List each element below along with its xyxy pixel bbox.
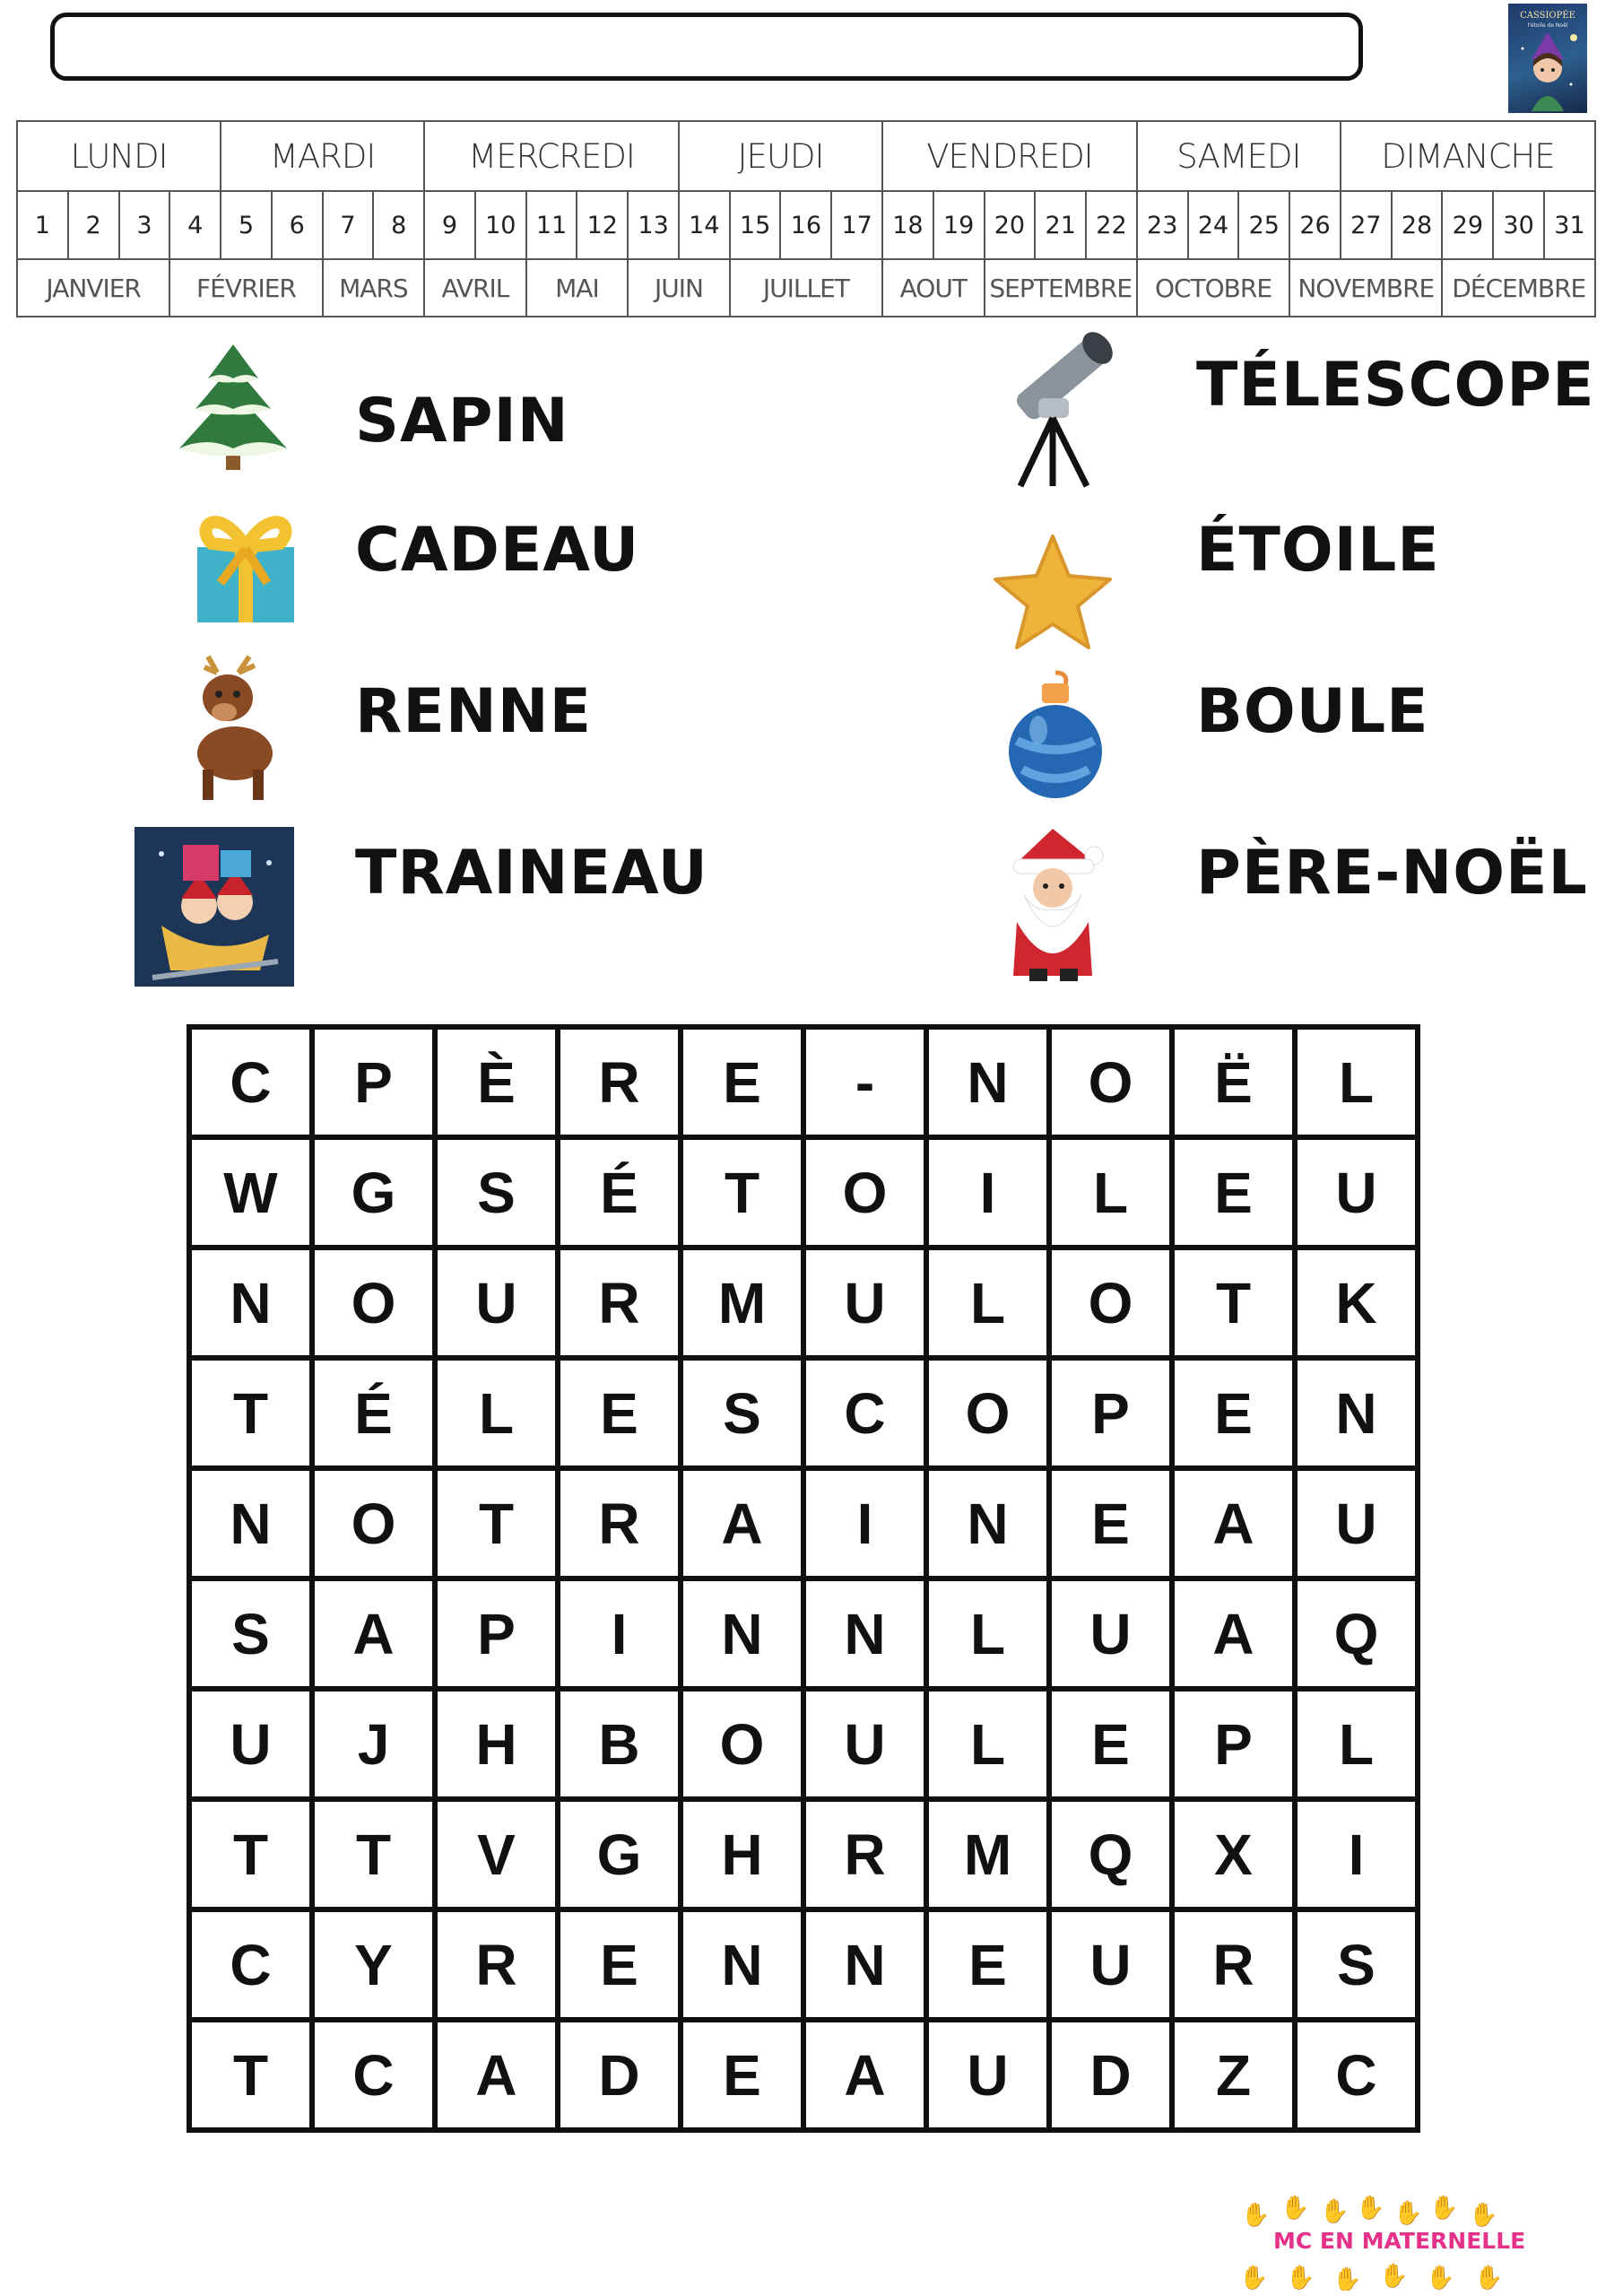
logo-text: MC EN MATERNELLE <box>1273 2228 1526 2254</box>
grid-cell[interactable]: L <box>926 1248 1049 1358</box>
grid-cell[interactable]: E <box>681 1027 803 1137</box>
grid-cell[interactable]: G <box>312 1137 435 1248</box>
grid-cell[interactable]: E <box>558 1909 681 2020</box>
mc-en-maternelle-logo <box>1221 2196 1526 2291</box>
grid-cell[interactable]: R <box>1172 1909 1295 2020</box>
grid-cell[interactable]: O <box>1049 1027 1172 1137</box>
svg-text:✋: ✋ <box>1379 2263 1409 2290</box>
grid-cell[interactable]: N <box>189 1468 312 1578</box>
grid-cell[interactable]: H <box>681 1799 803 1909</box>
calendar-date-cell: 14 <box>679 191 730 259</box>
calendar-date-cell: 29 <box>1442 191 1493 259</box>
grid-row <box>189 1137 1418 1248</box>
calendar-date-cell: 19 <box>933 191 985 259</box>
grid-cell[interactable]: R <box>558 1248 681 1358</box>
grid-cell[interactable]: Ë <box>1172 1027 1295 1137</box>
grid-cell[interactable]: P <box>1172 1689 1295 1799</box>
calendar-date-cell: 17 <box>831 191 882 259</box>
grid-cell[interactable]: È <box>435 1027 558 1137</box>
grid-cell[interactable]: P <box>312 1027 435 1137</box>
grid-cell[interactable]: C <box>1295 2020 1418 2130</box>
grid-cell[interactable]: E <box>926 1909 1049 2020</box>
calendar-date-cell: 1 <box>17 191 68 259</box>
svg-text:✋: ✋ <box>1320 2198 1350 2225</box>
grid-cell[interactable]: Y <box>312 1909 435 2020</box>
grid-cell[interactable]: Z <box>1172 2020 1295 2130</box>
calendar-date-cell: 16 <box>780 191 831 259</box>
grid-cell[interactable]: O <box>926 1358 1049 1468</box>
grid-cell[interactable]: C <box>803 1358 926 1468</box>
grid-cell[interactable]: U <box>1049 1909 1172 2020</box>
pere-noel-picture <box>990 823 1115 988</box>
grid-cell[interactable]: É <box>312 1358 435 1468</box>
svg-text:✋: ✋ <box>1332 2266 1362 2291</box>
calendar-date-cell: 9 <box>424 191 475 259</box>
word-telescope: TÉLESCOPE <box>1196 350 1595 421</box>
sapin-picture <box>161 337 305 484</box>
grid-cell[interactable]: N <box>1295 1358 1418 1468</box>
grid-row <box>189 2020 1418 2130</box>
grid-cell[interactable]: L <box>1295 1689 1418 1799</box>
grid-row <box>189 1799 1418 1909</box>
grid-cell[interactable]: O <box>312 1468 435 1578</box>
grid-cell[interactable]: R <box>558 1027 681 1137</box>
grid-cell[interactable]: T <box>189 1358 312 1468</box>
grid-cell[interactable]: L <box>435 1358 558 1468</box>
grid-cell[interactable]: S <box>681 1358 803 1468</box>
grid-cell[interactable]: C <box>189 1909 312 2020</box>
word-renne: RENNE <box>355 676 593 747</box>
grid-cell[interactable]: K <box>1295 1248 1418 1358</box>
svg-text:CASSIOPÉE: CASSIOPÉE <box>1520 11 1575 21</box>
grid-cell[interactable]: D <box>1049 2020 1172 2130</box>
calendar-date-cell: 5 <box>221 191 272 259</box>
grid-cell[interactable]: E <box>1172 1137 1295 1248</box>
grid-cell[interactable]: T <box>189 1799 312 1909</box>
calendar-date-cell: 25 <box>1238 191 1289 259</box>
svg-text:✋: ✋ <box>1474 2265 1504 2291</box>
grid-cell[interactable]: - <box>803 1027 926 1137</box>
word-sapin: SAPIN <box>355 386 569 457</box>
grid-cell[interactable]: D <box>558 2020 681 2130</box>
calendar-date-cell: 31 <box>1544 191 1595 259</box>
grid-cell[interactable]: S <box>1295 1909 1418 2020</box>
calendar-day-3: MERCREDI <box>424 121 679 191</box>
calendar-month-4: AVRIL <box>424 259 526 317</box>
grid-cell[interactable]: U <box>803 1689 926 1799</box>
grid-cell[interactable]: J <box>312 1689 435 1799</box>
grid-cell[interactable]: C <box>312 2020 435 2130</box>
grid-cell[interactable]: T <box>312 1799 435 1909</box>
grid-cell[interactable]: U <box>189 1689 312 1799</box>
grid-cell[interactable]: X <box>1172 1799 1295 1909</box>
calendar-month-1: JANVIER <box>17 259 169 317</box>
grid-cell[interactable]: A <box>803 2020 926 2130</box>
calendar-date-cell: 2 <box>68 191 119 259</box>
svg-text:✋: ✋ <box>1239 2265 1269 2291</box>
calendar-day-2: MARDI <box>221 121 424 191</box>
svg-text:✋: ✋ <box>1241 2202 1271 2229</box>
grid-row <box>189 1248 1418 1358</box>
grid-row <box>189 1358 1418 1468</box>
grid-cell[interactable]: O <box>803 1137 926 1248</box>
boule-picture <box>1006 669 1105 807</box>
grid-cell[interactable]: C <box>189 1027 312 1137</box>
grid-cell[interactable]: N <box>681 1578 803 1689</box>
grid-row <box>189 1027 1418 1137</box>
calendar-date-cell: 15 <box>730 191 781 259</box>
grid-cell[interactable]: O <box>681 1689 803 1799</box>
grid-cell[interactable]: Q <box>1295 1578 1418 1689</box>
grid-cell[interactable]: W <box>189 1137 312 1248</box>
grid-cell[interactable]: É <box>558 1137 681 1248</box>
svg-text:✋: ✋ <box>1280 2196 1310 2222</box>
grid-row <box>189 1468 1418 1578</box>
grid-cell[interactable]: Q <box>1049 1799 1172 1909</box>
grid-cell[interactable]: P <box>1049 1358 1172 1468</box>
grid-cell[interactable]: U <box>926 2020 1049 2130</box>
svg-text:✋: ✋ <box>1286 2265 1315 2291</box>
calendar-month-6: JUIN <box>628 259 730 317</box>
grid-cell[interactable]: U <box>1049 1578 1172 1689</box>
svg-text:✋: ✋ <box>1393 2200 1423 2227</box>
grid-cell[interactable]: A <box>681 1468 803 1578</box>
grid-cell[interactable]: R <box>435 1909 558 2020</box>
grid-cell[interactable]: N <box>926 1027 1049 1137</box>
calendar-date-cell: 30 <box>1493 191 1544 259</box>
grid-cell[interactable]: O <box>312 1248 435 1358</box>
grid-cell[interactable]: S <box>189 1578 312 1689</box>
calendar-date-cell: 20 <box>985 191 1036 259</box>
svg-text:✋: ✋ <box>1426 2265 1455 2291</box>
svg-text:✋: ✋ <box>1429 2196 1459 2222</box>
grid-cell[interactable]: N <box>681 1909 803 2020</box>
grid-cell[interactable]: E <box>681 2020 803 2130</box>
word-boule: BOULE <box>1196 676 1429 747</box>
grid-cell[interactable]: E <box>1049 1689 1172 1799</box>
grid-cell[interactable]: U <box>435 1248 558 1358</box>
word-traineau: TRAINEAU <box>355 838 708 909</box>
calendar-day-5: VENDREDI <box>882 121 1137 191</box>
calendar-date-cell: 12 <box>577 191 628 259</box>
grid-cell[interactable]: I <box>926 1137 1049 1248</box>
grid-cell[interactable]: T <box>681 1137 803 1248</box>
grid-cell[interactable]: H <box>435 1689 558 1799</box>
svg-text:✋: ✋ <box>1469 2202 1498 2229</box>
calendar-date-cell: 18 <box>882 191 933 259</box>
grid-cell[interactable]: M <box>926 1799 1049 1909</box>
calendar-date-cell: 3 <box>119 191 170 259</box>
grid-cell[interactable]: E <box>1172 1358 1295 1468</box>
grid-cell[interactable]: T <box>1172 1248 1295 1358</box>
name-input[interactable] <box>50 13 1363 81</box>
cadeau-picture <box>185 497 310 635</box>
calendar-day-1: LUNDI <box>17 121 221 191</box>
grid-cell[interactable]: R <box>558 1468 681 1578</box>
grid-cell[interactable]: N <box>803 1909 926 2020</box>
grid-cell[interactable]: N <box>189 1248 312 1358</box>
calendar-date-cell: 10 <box>475 191 526 259</box>
grid-cell[interactable]: I <box>803 1468 926 1578</box>
calendar-date-cell: 6 <box>272 191 323 259</box>
calendar-day-4: JEUDI <box>679 121 882 191</box>
grid-cell[interactable]: V <box>435 1799 558 1909</box>
grid-cell[interactable]: L <box>926 1578 1049 1689</box>
calendar-month-9: SEPTEMBRE <box>985 259 1137 317</box>
calendar-strip <box>16 120 1596 317</box>
word-cadeau: CADEAU <box>355 515 640 586</box>
grid-cell[interactable]: E <box>1049 1468 1172 1578</box>
grid-cell[interactable]: T <box>435 1468 558 1578</box>
grid-cell[interactable]: A <box>435 2020 558 2130</box>
grid-cell[interactable]: E <box>558 1358 681 1468</box>
grid-cell[interactable]: A <box>1172 1578 1295 1689</box>
grid-cell[interactable]: A <box>312 1578 435 1689</box>
word-pere-noel: PÈRE-NOËL <box>1196 838 1588 909</box>
calendar-date-cell: 27 <box>1341 191 1392 259</box>
grid-cell[interactable]: N <box>803 1578 926 1689</box>
word-etoile: ÉTOILE <box>1196 515 1440 586</box>
renne-picture <box>172 655 289 811</box>
grid-row <box>189 1909 1418 2020</box>
grid-cell[interactable]: P <box>435 1578 558 1689</box>
grid-cell[interactable]: G <box>558 1799 681 1909</box>
telescope-picture <box>994 328 1119 493</box>
grid-cell[interactable]: N <box>926 1468 1049 1578</box>
calendar-month-3: MARS <box>323 259 425 317</box>
calendar-date-cell: 13 <box>628 191 679 259</box>
calendar-month-7: JUILLET <box>730 259 882 317</box>
calendar-month-11: NOVEMBRE <box>1289 259 1442 317</box>
grid-cell[interactable]: I <box>1295 1799 1418 1909</box>
calendar-date-cell: 7 <box>323 191 374 259</box>
calendar-month-10: OCTOBRE <box>1137 259 1289 317</box>
grid-cell[interactable]: U <box>1295 1468 1418 1578</box>
calendar-date-cell: 23 <box>1137 191 1188 259</box>
grid-cell[interactable]: R <box>803 1799 926 1909</box>
word-search-grid <box>187 1024 1420 2133</box>
calendar-month-8: AOUT <box>882 259 985 317</box>
grid-cell[interactable]: U <box>803 1248 926 1358</box>
svg-text:l'étoile de Noël: l'étoile de Noël <box>1527 22 1568 29</box>
grid-cell[interactable]: U <box>1295 1137 1418 1248</box>
grid-cell[interactable]: B <box>558 1689 681 1799</box>
calendar-date-cell: 22 <box>1086 191 1137 259</box>
calendar-month-5: MAI <box>526 259 629 317</box>
grid-row <box>189 1689 1418 1799</box>
grid-cell[interactable]: L <box>1295 1027 1418 1137</box>
calendar-month-2: FÉVRIER <box>169 259 322 317</box>
traineau-picture <box>135 827 294 990</box>
grid-cell[interactable]: T <box>189 2020 312 2130</box>
etoile-picture <box>990 529 1115 658</box>
calendar-date-cell: 8 <box>373 191 424 259</box>
grid-cell[interactable]: L <box>1049 1137 1172 1248</box>
calendar-month-12: DÉCEMBRE <box>1442 259 1595 317</box>
book-cover-image <box>1508 4 1587 113</box>
svg-text:✋: ✋ <box>1356 2196 1385 2222</box>
grid-cell[interactable]: O <box>1049 1248 1172 1358</box>
grid-cell[interactable]: I <box>558 1578 681 1689</box>
calendar-date-cell: 21 <box>1035 191 1086 259</box>
calendar-date-cell: 11 <box>526 191 577 259</box>
calendar-date-cell: 24 <box>1188 191 1239 259</box>
grid-cell[interactable]: M <box>681 1248 803 1358</box>
calendar-date-cell: 4 <box>169 191 221 259</box>
grid-row <box>189 1578 1418 1689</box>
calendar-day-7: DIMANCHE <box>1341 121 1595 191</box>
calendar-date-cell: 28 <box>1392 191 1443 259</box>
calendar-date-cell: 26 <box>1289 191 1341 259</box>
grid-cell[interactable]: A <box>1172 1468 1295 1578</box>
grid-cell[interactable]: S <box>435 1137 558 1248</box>
grid-cell[interactable]: L <box>926 1689 1049 1799</box>
calendar-day-6: SAMEDI <box>1137 121 1341 191</box>
